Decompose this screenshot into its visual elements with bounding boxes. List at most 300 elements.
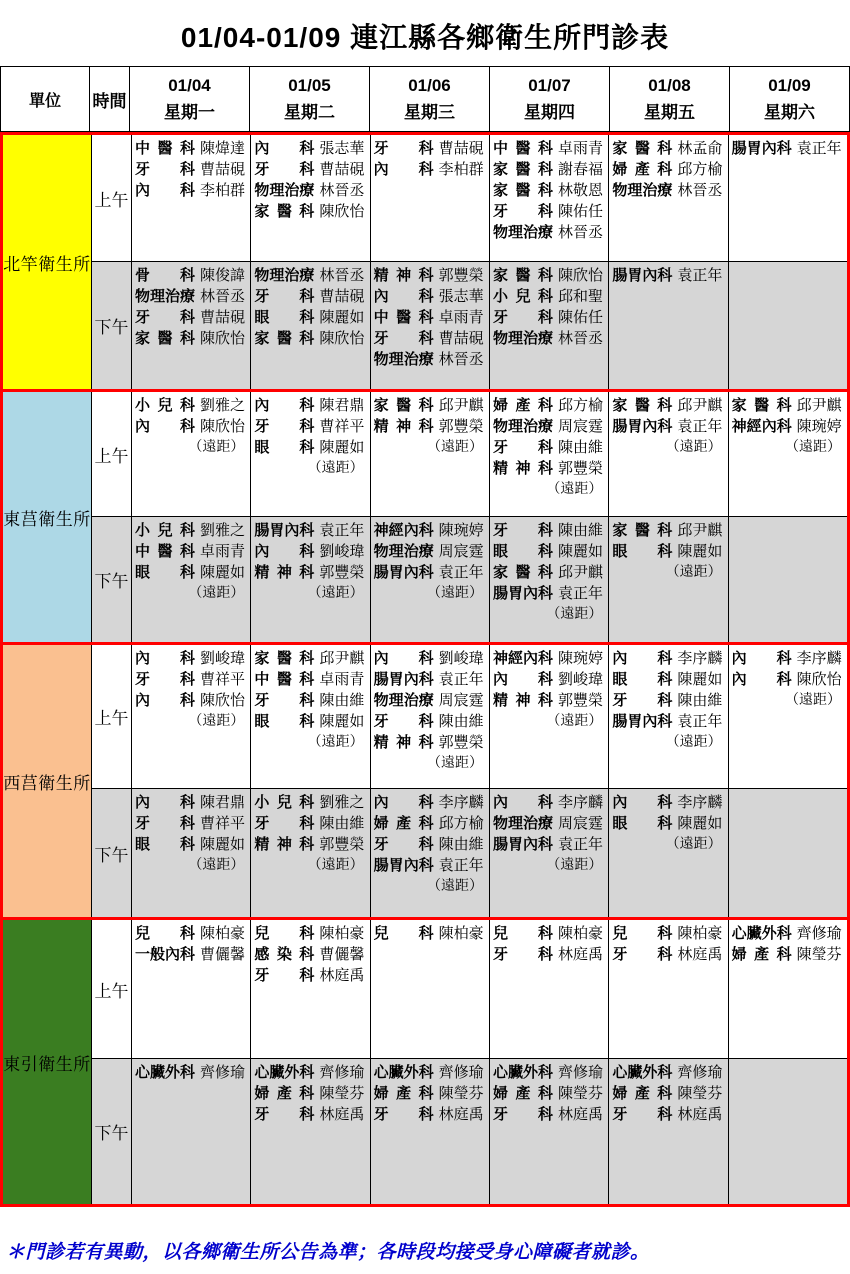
doctor-name: 陳麗如 <box>677 814 723 832</box>
schedule-cell <box>370 645 489 788</box>
session-time-label: 下午 <box>91 516 131 642</box>
dept-label: 腸 胃 內 科 <box>612 266 673 284</box>
dept-label: 家 醫 科 <box>612 521 673 539</box>
schedule-entry <box>254 648 367 669</box>
day-header-01-09 <box>729 67 849 131</box>
schedule-cell <box>728 261 847 389</box>
schedule-cell <box>728 135 847 261</box>
schedule-cell <box>131 261 250 389</box>
doctor-name: 邱尹麒 <box>319 649 365 667</box>
dept-label: 神 經 內 科 <box>373 521 434 539</box>
doctor-name: 邱方榆 <box>438 814 484 832</box>
dept-label: 內 科 <box>373 793 434 811</box>
dept-label: 腸 胃 內 科 <box>612 417 673 435</box>
schedule-cell <box>131 392 250 516</box>
schedule-entry <box>135 1062 248 1083</box>
dept-label: 小 兒 科 <box>135 396 195 414</box>
dept-label: 牙 科 <box>493 945 553 963</box>
schedule-cell <box>131 788 250 917</box>
doctor-name: 陳由維 <box>558 438 604 456</box>
schedule-cell <box>728 392 847 516</box>
schedule-cell <box>370 788 489 917</box>
schedule-entry <box>254 669 367 690</box>
schedule-entry <box>254 834 367 855</box>
dept-label: 牙 科 <box>254 691 315 709</box>
doctor-name: 曹祥平 <box>319 417 365 435</box>
doctor-name: 陳君鼎 <box>319 396 365 414</box>
schedule-entry <box>612 541 725 562</box>
doctor-name: 曹儷馨 <box>319 945 365 963</box>
day-header-01-08 <box>609 67 729 131</box>
schedule-entry <box>374 349 487 370</box>
schedule-entry <box>135 562 248 583</box>
schedule-cell <box>489 516 608 642</box>
doctor-name: 林庭禹 <box>558 945 604 963</box>
day-date: 01/09 <box>768 76 811 95</box>
page-title: 01/04-01/09 連江縣各鄉衛生所門診表 <box>180 22 670 53</box>
doctor-name: 陳琬婷 <box>796 417 842 435</box>
remote-note: （遠距） <box>665 439 722 455</box>
dept-label: 牙 科 <box>612 1105 673 1123</box>
dept-label: 小 兒 科 <box>493 287 553 305</box>
doctor-name: 邱方榆 <box>677 160 723 178</box>
schedule-entry <box>732 395 845 416</box>
dept-label: 牙 科 <box>135 814 195 832</box>
doctor-name: 邱尹麒 <box>677 396 723 414</box>
dept-label: 家 醫 科 <box>612 139 673 157</box>
doctor-name: 曹喆硯 <box>438 329 484 347</box>
schedule-entry <box>254 395 367 416</box>
dept-label: 內 科 <box>731 670 792 688</box>
doctor-name: 邱尹麒 <box>796 396 842 414</box>
session-time-label: 上午 <box>91 645 131 788</box>
schedule-entry <box>135 395 248 416</box>
schedule-entry <box>493 265 606 286</box>
schedule-cell <box>728 645 847 788</box>
schedule-entry <box>135 944 248 965</box>
schedule-entry <box>612 648 725 669</box>
schedule-entry <box>254 265 367 286</box>
doctor-name: 陳麗如 <box>558 542 604 560</box>
doctor-name: 林庭禹 <box>677 1105 723 1123</box>
schedule-entry <box>493 562 606 583</box>
dept-label: 精 神 科 <box>373 266 434 284</box>
unit-column-header: 單位 <box>28 92 61 110</box>
day-date: 01/04 <box>168 76 211 95</box>
schedule-entry <box>374 792 487 813</box>
schedule-entry <box>612 395 725 416</box>
session-time-label: 下午 <box>91 1058 131 1204</box>
unit-name: 北竿衛生所 <box>3 135 91 389</box>
schedule-cell <box>608 788 727 917</box>
schedule-entry <box>612 159 725 180</box>
schedule-entry <box>493 138 606 159</box>
schedule-entry <box>254 1062 367 1083</box>
unit-band-2 <box>0 642 850 920</box>
schedule-entry <box>135 286 248 307</box>
doctor-name: 郭豐榮 <box>438 266 484 284</box>
doctor-name: 陳欣怡 <box>200 691 246 709</box>
doctor-name: 陳麗如 <box>319 712 365 730</box>
schedule-entry <box>374 307 487 328</box>
doctor-name: 林晉丞 <box>319 266 365 284</box>
schedule-entry <box>374 562 487 583</box>
schedule-entry <box>732 923 845 944</box>
dept-label: 眼 科 <box>135 563 195 581</box>
day-date: 01/06 <box>408 76 451 95</box>
schedule-entry <box>612 180 725 201</box>
dept-label: 內 科 <box>135 417 195 435</box>
dept-label: 內 科 <box>731 649 792 667</box>
schedule-entry <box>493 416 606 437</box>
doctor-name: 陳瑩芬 <box>438 1084 484 1102</box>
remote-note: （遠距） <box>307 734 364 750</box>
day-header-01-07 <box>489 67 609 131</box>
schedule-cell <box>250 135 369 261</box>
remote-note: （遠距） <box>307 857 364 873</box>
dept-label: 腸 胃 內 科 <box>373 856 434 874</box>
dept-label: 內 科 <box>373 160 434 178</box>
dept-label: 物 理 治 療 <box>373 350 434 368</box>
dept-label: 物 理 治 療 <box>493 329 554 347</box>
schedule-entry <box>493 159 606 180</box>
schedule-entry <box>254 711 367 732</box>
dept-label: 精 神 科 <box>373 417 434 435</box>
dept-label: 內 科 <box>254 139 315 157</box>
doctor-name: 陳欣怡 <box>319 202 365 220</box>
dept-label: 牙 科 <box>254 814 315 832</box>
schedule-entry <box>374 1083 487 1104</box>
unit-name: 東引衛生所 <box>3 920 91 1204</box>
dept-label: 家 醫 科 <box>493 266 553 284</box>
schedule-entry <box>374 732 487 753</box>
dept-label: 婦 產 科 <box>254 1084 315 1102</box>
schedule-entry <box>135 159 248 180</box>
dept-label: 兒 科 <box>254 924 315 942</box>
doctor-name: 林晉丞 <box>558 329 604 347</box>
dept-label: 牙 科 <box>135 308 195 326</box>
dept-label: 物 理 治 療 <box>254 266 315 284</box>
doctor-name: 張志華 <box>319 139 365 157</box>
dept-label: 家 醫 科 <box>493 181 553 199</box>
doctor-name: 陳煒達 <box>200 139 246 157</box>
session-time-label: 下午 <box>91 261 131 389</box>
schedule-entry <box>374 1104 487 1125</box>
dept-label: 一 般 內 科 <box>135 945 196 963</box>
dept-label: 家 醫 科 <box>254 649 315 667</box>
dept-label: 牙 科 <box>135 160 195 178</box>
doctor-name: 陳麗如 <box>319 308 365 326</box>
schedule-entry <box>254 520 367 541</box>
doctor-name: 劉峻瑋 <box>558 670 604 688</box>
schedule-entry <box>254 307 367 328</box>
dept-label: 物 理 治 療 <box>373 542 434 560</box>
doctor-name: 曹喆硯 <box>319 287 365 305</box>
dept-label: 物 理 治 療 <box>493 814 554 832</box>
dept-label: 兒 科 <box>493 924 553 942</box>
doctor-name: 陳欣怡 <box>200 417 246 435</box>
remote-note: （遠距） <box>665 734 722 750</box>
schedule-entry <box>254 286 367 307</box>
dept-label: 腸 胃 內 科 <box>254 521 315 539</box>
dept-label: 婦 產 科 <box>493 1084 553 1102</box>
footnote: ＊門診若有異動，以各鄉衛生所公告為準；各時段均接受身心障礙者就診。 <box>6 1241 650 1263</box>
dept-label: 精 神 科 <box>254 835 315 853</box>
schedule-entry <box>374 416 487 437</box>
day-date: 01/05 <box>288 76 331 95</box>
schedule-cell <box>489 788 608 917</box>
doctor-name: 陳柏豪 <box>200 924 246 942</box>
schedule-entry <box>254 1104 367 1125</box>
doctor-name: 陳瑩芬 <box>677 1084 723 1102</box>
session-time-label: 上午 <box>91 920 131 1058</box>
doctor-name: 李柏群 <box>200 181 246 199</box>
doctor-name: 周宸霆 <box>438 542 484 560</box>
schedule-cell <box>489 920 608 1058</box>
doctor-name: 齊修瑜 <box>558 1063 604 1081</box>
schedule-entry <box>732 669 845 690</box>
doctor-name: 曹祥平 <box>200 670 246 688</box>
doctor-name: 陳由維 <box>319 814 365 832</box>
dept-label: 腸 胃 內 科 <box>493 584 554 602</box>
schedule-cell <box>131 920 250 1058</box>
schedule-entry <box>254 437 367 458</box>
schedule-cell <box>608 516 727 642</box>
dept-label: 家 醫 科 <box>493 563 553 581</box>
dept-label: 精 神 科 <box>493 691 553 709</box>
dept-label: 內 科 <box>254 396 315 414</box>
dept-label: 物 理 治 療 <box>373 691 434 709</box>
schedule-entry <box>493 520 606 541</box>
session-time-label: 下午 <box>91 788 131 917</box>
schedule-entry <box>612 416 725 437</box>
schedule-entry <box>374 813 487 834</box>
schedule-cell <box>250 261 369 389</box>
dept-label: 家 醫 科 <box>254 202 315 220</box>
dept-label: 兒 科 <box>135 924 195 942</box>
remote-note: （遠距） <box>665 836 722 852</box>
doctor-name: 周宸霆 <box>558 417 604 435</box>
remote-note: （遠距） <box>785 439 841 455</box>
doctor-name: 李序麟 <box>796 649 842 667</box>
dept-label: 精 神 科 <box>373 733 434 751</box>
remote-note: （遠距） <box>665 564 722 580</box>
dept-label: 眼 科 <box>612 814 673 832</box>
schedule-entry <box>254 813 367 834</box>
doctor-name: 郭豐榮 <box>558 691 604 709</box>
dept-label: 牙 科 <box>373 835 434 853</box>
remote-note: （遠距） <box>546 857 603 873</box>
schedule-table-body <box>0 132 850 1207</box>
doctor-name: 袁正年 <box>677 266 723 284</box>
doctor-name: 陳佑任 <box>558 308 604 326</box>
doctor-name: 劉峻瑋 <box>200 649 246 667</box>
schedule-cell <box>370 920 489 1058</box>
schedule-entry <box>732 416 845 437</box>
doctor-name: 陳由維 <box>558 521 604 539</box>
day-date: 01/07 <box>528 76 571 95</box>
session-time-label: 上午 <box>91 135 131 261</box>
dept-label: 牙 科 <box>254 1105 315 1123</box>
dept-label: 眼 科 <box>612 670 673 688</box>
schedule-entry <box>135 792 248 813</box>
doctor-name: 曹喆硯 <box>200 160 246 178</box>
dept-label: 精 神 科 <box>254 563 315 581</box>
doctor-name: 曹儷馨 <box>200 945 246 963</box>
dept-label: 中 醫 科 <box>135 139 195 157</box>
schedule-entry <box>374 138 487 159</box>
schedule-entry <box>493 307 606 328</box>
schedule-cell <box>131 645 250 788</box>
unit-name: 西莒衛生所 <box>3 645 91 917</box>
doctor-name: 袁正年 <box>319 521 365 539</box>
dept-label: 內 科 <box>373 287 434 305</box>
schedule-entry <box>493 690 606 711</box>
dept-label: 中 醫 科 <box>254 670 315 688</box>
schedule-entry <box>254 690 367 711</box>
dept-label: 心 臟 外 科 <box>373 1063 434 1081</box>
doctor-name: 陳柏豪 <box>677 924 723 942</box>
dept-label: 物 理 治 療 <box>254 181 315 199</box>
doctor-name: 郭豐榮 <box>558 459 604 477</box>
dept-label: 腸 胃 內 科 <box>493 835 554 853</box>
schedule-entry <box>493 201 606 222</box>
doctor-name: 李序麟 <box>558 793 604 811</box>
schedule-cell <box>489 392 608 516</box>
schedule-entry <box>612 923 725 944</box>
unit-band-3 <box>0 917 850 1207</box>
doctor-name: 陳琬婷 <box>438 521 484 539</box>
schedule-entry <box>493 583 606 604</box>
schedule-cell <box>608 392 727 516</box>
schedule-entry <box>135 834 248 855</box>
doctor-name: 劉峻瑋 <box>319 542 365 560</box>
dept-label: 牙 科 <box>493 1105 553 1123</box>
schedule-entry <box>493 792 606 813</box>
doctor-name: 齊修瑜 <box>200 1063 246 1081</box>
doctor-name: 林晉丞 <box>200 287 246 305</box>
doctor-name: 陳麗如 <box>200 563 246 581</box>
schedule-cell <box>250 392 369 516</box>
remote-note: （遠距） <box>427 755 483 771</box>
remote-note: （遠距） <box>546 606 603 622</box>
doctor-name: 陳柏豪 <box>558 924 604 942</box>
doctor-name: 林晉丞 <box>677 181 723 199</box>
dept-label: 婦 產 科 <box>731 945 792 963</box>
remote-note: （遠距） <box>188 713 245 729</box>
schedule-entry <box>493 834 606 855</box>
schedule-entry <box>493 286 606 307</box>
doctor-name: 袁正年 <box>677 417 723 435</box>
doctor-name: 陳瑩芬 <box>319 1084 365 1102</box>
dept-label: 感 染 科 <box>254 945 315 963</box>
schedule-cell <box>728 1058 847 1204</box>
schedule-entry <box>254 159 367 180</box>
doctor-name: 郭豐榮 <box>438 417 484 435</box>
schedule-entry <box>374 286 487 307</box>
schedule-cell <box>489 645 608 788</box>
schedule-entry <box>135 138 248 159</box>
schedule-entry <box>374 834 487 855</box>
schedule-entry <box>612 520 725 541</box>
doctor-name: 齊修瑜 <box>796 924 842 942</box>
schedule-entry <box>374 541 487 562</box>
schedule-entry <box>732 138 845 159</box>
schedule-entry <box>135 180 248 201</box>
day-header-01-04 <box>129 67 249 131</box>
dept-label: 牙 科 <box>254 966 315 984</box>
dept-label: 家 醫 科 <box>254 329 315 347</box>
remote-note: （遠距） <box>188 439 245 455</box>
schedule-cell <box>370 261 489 389</box>
schedule-cell <box>370 1058 489 1204</box>
doctor-name: 陳由維 <box>438 835 484 853</box>
schedule-entry <box>254 180 367 201</box>
schedule-cell <box>250 920 369 1058</box>
schedule-entry <box>374 711 487 732</box>
schedule-entry <box>612 944 725 965</box>
schedule-cell <box>370 135 489 261</box>
dept-label: 牙 科 <box>135 670 195 688</box>
dept-label: 眼 科 <box>493 542 553 560</box>
schedule-entry <box>493 541 606 562</box>
schedule-entry <box>254 944 367 965</box>
remote-note: （遠距） <box>785 692 841 708</box>
doctor-name: 周宸霆 <box>438 691 484 709</box>
doctor-name: 邱方榆 <box>558 396 604 414</box>
schedule-entry <box>612 1062 725 1083</box>
schedule-cell <box>608 920 727 1058</box>
schedule-entry <box>374 520 487 541</box>
schedule-entry <box>135 648 248 669</box>
schedule-entry <box>254 541 367 562</box>
doctor-name: 李柏群 <box>438 160 484 178</box>
remote-note: （遠距） <box>427 585 483 601</box>
dept-label: 中 醫 科 <box>373 308 434 326</box>
dept-label: 腸 胃 內 科 <box>373 670 434 688</box>
schedule-entry <box>374 265 487 286</box>
dept-label: 心 臟 外 科 <box>731 924 792 942</box>
dept-label: 牙 科 <box>254 287 315 305</box>
doctor-name: 卓雨青 <box>438 308 484 326</box>
time-column-header: 時間 <box>89 67 129 131</box>
dept-label: 心 臟 外 科 <box>135 1063 196 1081</box>
schedule-cell <box>608 645 727 788</box>
doctor-name: 曹喆硯 <box>438 139 484 157</box>
dept-label: 婦 產 科 <box>612 160 673 178</box>
doctor-name: 卓雨青 <box>319 670 365 688</box>
schedule-entry <box>254 328 367 349</box>
schedule-entry <box>135 541 248 562</box>
schedule-entry <box>732 648 845 669</box>
remote-note: （遠距） <box>546 713 603 729</box>
unit-band-1 <box>0 389 850 645</box>
dept-label: 內 科 <box>493 670 553 688</box>
schedule-entry <box>493 669 606 690</box>
schedule-entry <box>612 1083 725 1104</box>
remote-note: （遠距） <box>427 439 483 455</box>
remote-note: （遠距） <box>546 481 603 497</box>
schedule-entry <box>732 944 845 965</box>
schedule-entry <box>135 265 248 286</box>
doctor-name: 齊修瑜 <box>677 1063 723 1081</box>
dept-label: 牙 科 <box>493 438 553 456</box>
schedule-entry <box>374 1062 487 1083</box>
doctor-name: 李序麟 <box>438 793 484 811</box>
dept-label: 牙 科 <box>254 417 315 435</box>
schedule-entry <box>612 265 725 286</box>
unit-name: 東莒衛生所 <box>3 392 91 642</box>
